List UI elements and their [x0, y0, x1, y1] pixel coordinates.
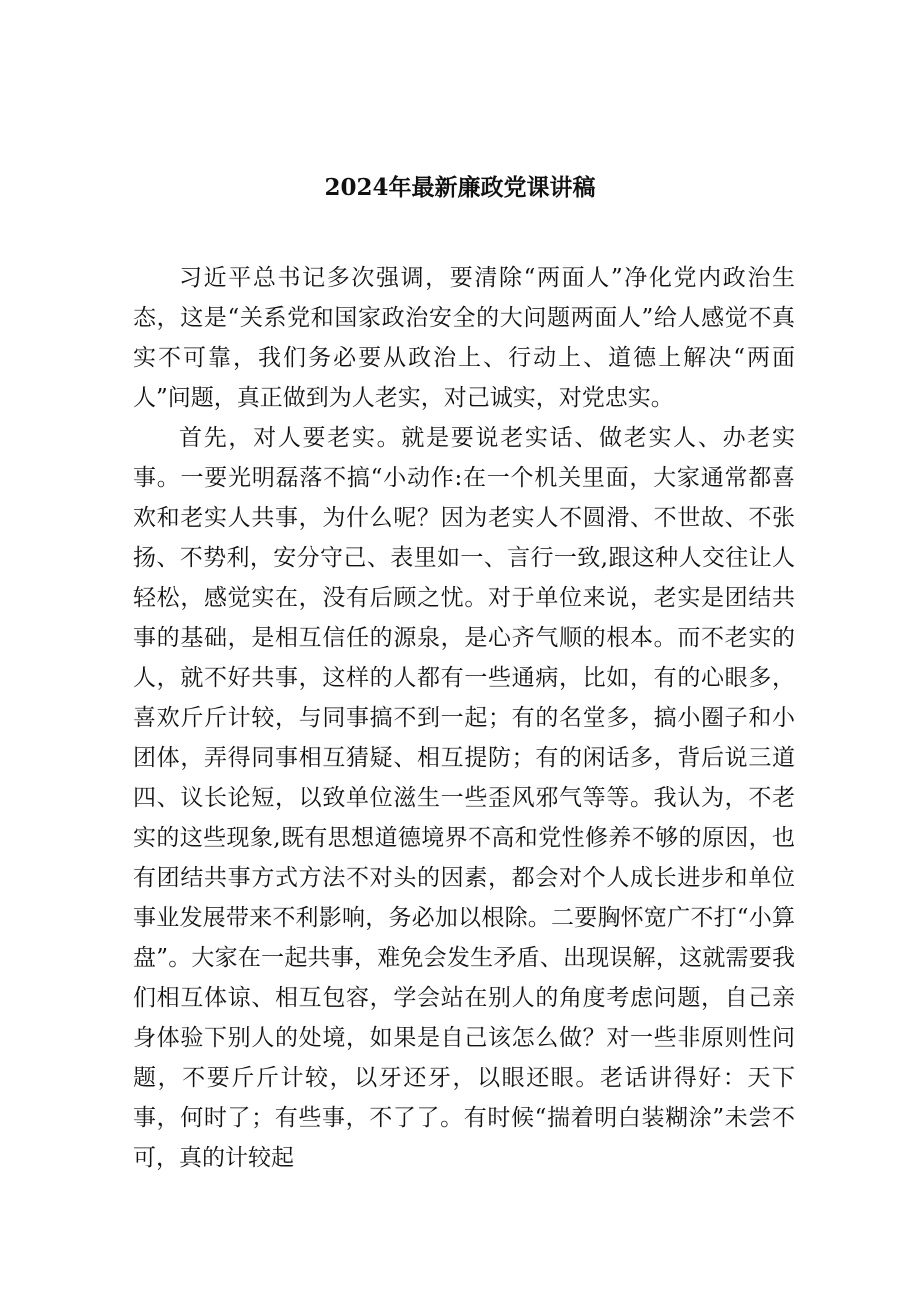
paragraph-first-point: 首先，对人要老实。就是要说老实话、做老实人、办老实事。一要光明磊落不搞“小动作:在一个机关里面，大家通常都喜欢和老实人共事，为什么呢？因为老实人不圆滑、不世故、不张扬、不势利，安分守己、表里如一、言行一致,跟这种人交往让人轻松，感觉实在，没有后顾之忧。对于单位来说，老实是团结共事的基础，是相互信任的源泉，是心齐气顺的根本。而不老实的人，就不好共事，这样的人都有一些通病，比如，有的心眼多，喜欢斤斤计较，与同事搞不到一起；有的名堂多，搞小圈子和小团体，弄得同事相互猜疑、相互提防；有的闲话多，背后说三道四、议长论短，以致单位滋生一些歪风邪气等等。我认为，不老实的这些现象,既有思想道德境界不高和党性修养不够的原因，也有团结共事方式方法不对头的因素，都会对个人成长进步和单位事业发展带来不利影响，务必加以根除。二要胸怀宽广不打“小算盘”。大家在一起共事，难免会发生矛盾、出现误解，这就需要我们相互体谅、相互包容，学会站在别人的角度考虑问题，自己亲身体验下别人的处境，如果是自己该怎么做？对一些非原则性问题，不要斤斤计较，以牙还牙，以眼还眼。老话讲得好：天下事，何时了；有些事，不了了。有时候“揣着明白装糊涂”未尝不可，真的计较起 [133, 425, 795, 1171]
document-body [133, 258, 795, 1178]
paragraph-intro: 习近平总书记多次强调，要清除“两面人”净化党内政治生态，这是“关系党和国家政治安全的大问题两面人”给人感觉不真实不可靠，我们务必要从政治上、行动上、道德上解决“两面人”问题，真正做到为人老实，对己诚实，对党忠实。 [133, 265, 795, 411]
document-title: 2024年最新廉政党课讲稿 [324, 174, 596, 201]
